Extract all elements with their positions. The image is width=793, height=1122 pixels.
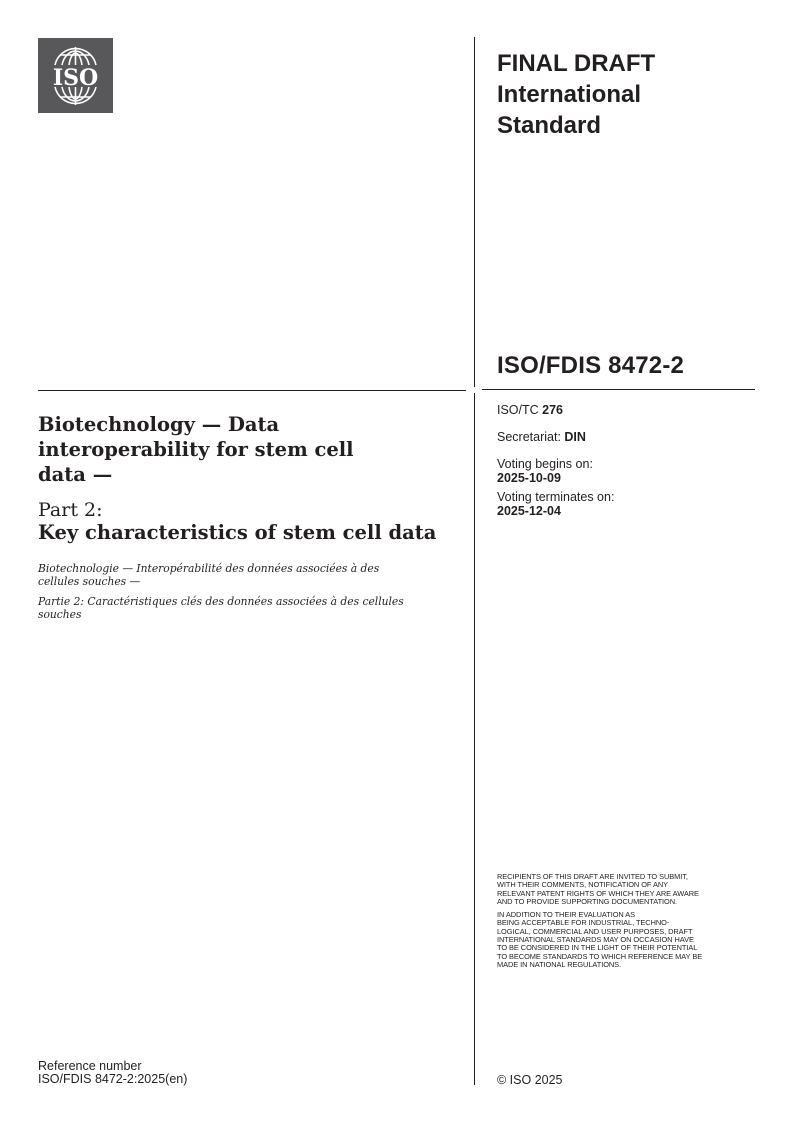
horizontal-divider-left [38,390,466,391]
secretariat [497,430,586,444]
reference-value: ISO/FDIS 8472-2:2025(en) [38,1072,188,1086]
voting-begins-date: 2025-10-09 [497,471,561,485]
french-main-title [38,563,448,588]
notice-line: WITH THEIR COMMENTS, NOTIFICATION OF ANY [497,880,668,890]
logo-text: ISO [52,65,99,91]
technical-committee [497,403,563,417]
part-title: Key characteristics of stem cell data [38,521,437,544]
main-title [38,412,448,487]
notice-line: LOGICAL, COMMERCIAL AND USER PURPOSES, DRAFT [497,926,693,936]
voting-terminates-date: 2025-12-04 [497,504,561,518]
doc-type-line-3: Standard [497,112,602,139]
voting-terminates-label: Voting terminates on: [497,490,615,504]
notice-line: MADE IN NATIONAL REGULATIONS. [497,959,622,969]
notice-line: RELEVANT PATENT RIGHTS OF WHICH THEY ARE AWARE [497,888,699,898]
tc-label: ISO/TC [497,403,543,417]
notice-line: TO BECOME STANDARDS TO WHICH REFERENCE MAY BE [497,951,703,961]
notice-line: INTERNATIONAL STANDARDS MAY ON OCCASION HAVE [497,935,694,945]
voting-terminates [497,490,614,518]
document-type [497,48,655,141]
reference-label: Reference number [38,1059,142,1073]
main-title-line-3: data — [38,463,113,486]
secretariat-value: DIN [564,430,586,444]
doc-type-line-2: International [497,81,642,108]
french-part-title-line-1: Partie 2: Caractéristiques clés des données associées à des cellules [38,595,404,608]
tc-value: 276 [542,403,564,417]
voting-begins [497,457,593,485]
copyright: © ISO 2025 [497,1073,563,1087]
notice-line: RECIPIENTS OF THIS DRAFT ARE INVITED TO SUBMIT, [497,872,688,881]
vertical-divider-bottom [474,393,475,1085]
main-title-line-1: Biotechnology — Data [38,413,280,436]
main-title-line-2: interoperability for stem cell [38,438,354,461]
part-label: Part 2: [38,499,103,521]
notice-paragraph-2 [497,911,767,969]
notice-line: BEING ACCEPTABLE FOR INDUSTRIAL, TECHNO- [497,918,670,928]
french-main-title-line-2: cellules souches — [38,574,141,588]
french-main-title-line-1: Biotechnologie — Interopérabilité des données associées à des [38,562,380,575]
french-part-title [38,596,448,621]
document-number: ISO/FDIS 8472-2 [497,352,685,379]
secretariat-label: Secretariat: [497,430,565,444]
vertical-divider-top [474,37,475,387]
horizontal-divider-right [482,389,755,390]
notice-paragraph-1 [497,873,767,906]
iso-logo [38,38,113,113]
draft-notice [497,873,767,974]
voting-begins-label: Voting begins on: [497,457,593,471]
french-part-title-line-2: souches [38,607,82,621]
doc-type-line-1: FINAL DRAFT [497,50,656,77]
globe-icon [38,38,113,113]
notice-line: IN ADDITION TO THEIR EVALUATION AS [497,910,636,920]
reference-number [38,1060,187,1086]
notice-line: TO BE CONSIDERED IN THE LIGHT OF THEIR POTENTIAL [497,943,698,953]
notice-line: AND TO PROVIDE SUPPORTING DOCUMENTATION. [497,896,678,906]
